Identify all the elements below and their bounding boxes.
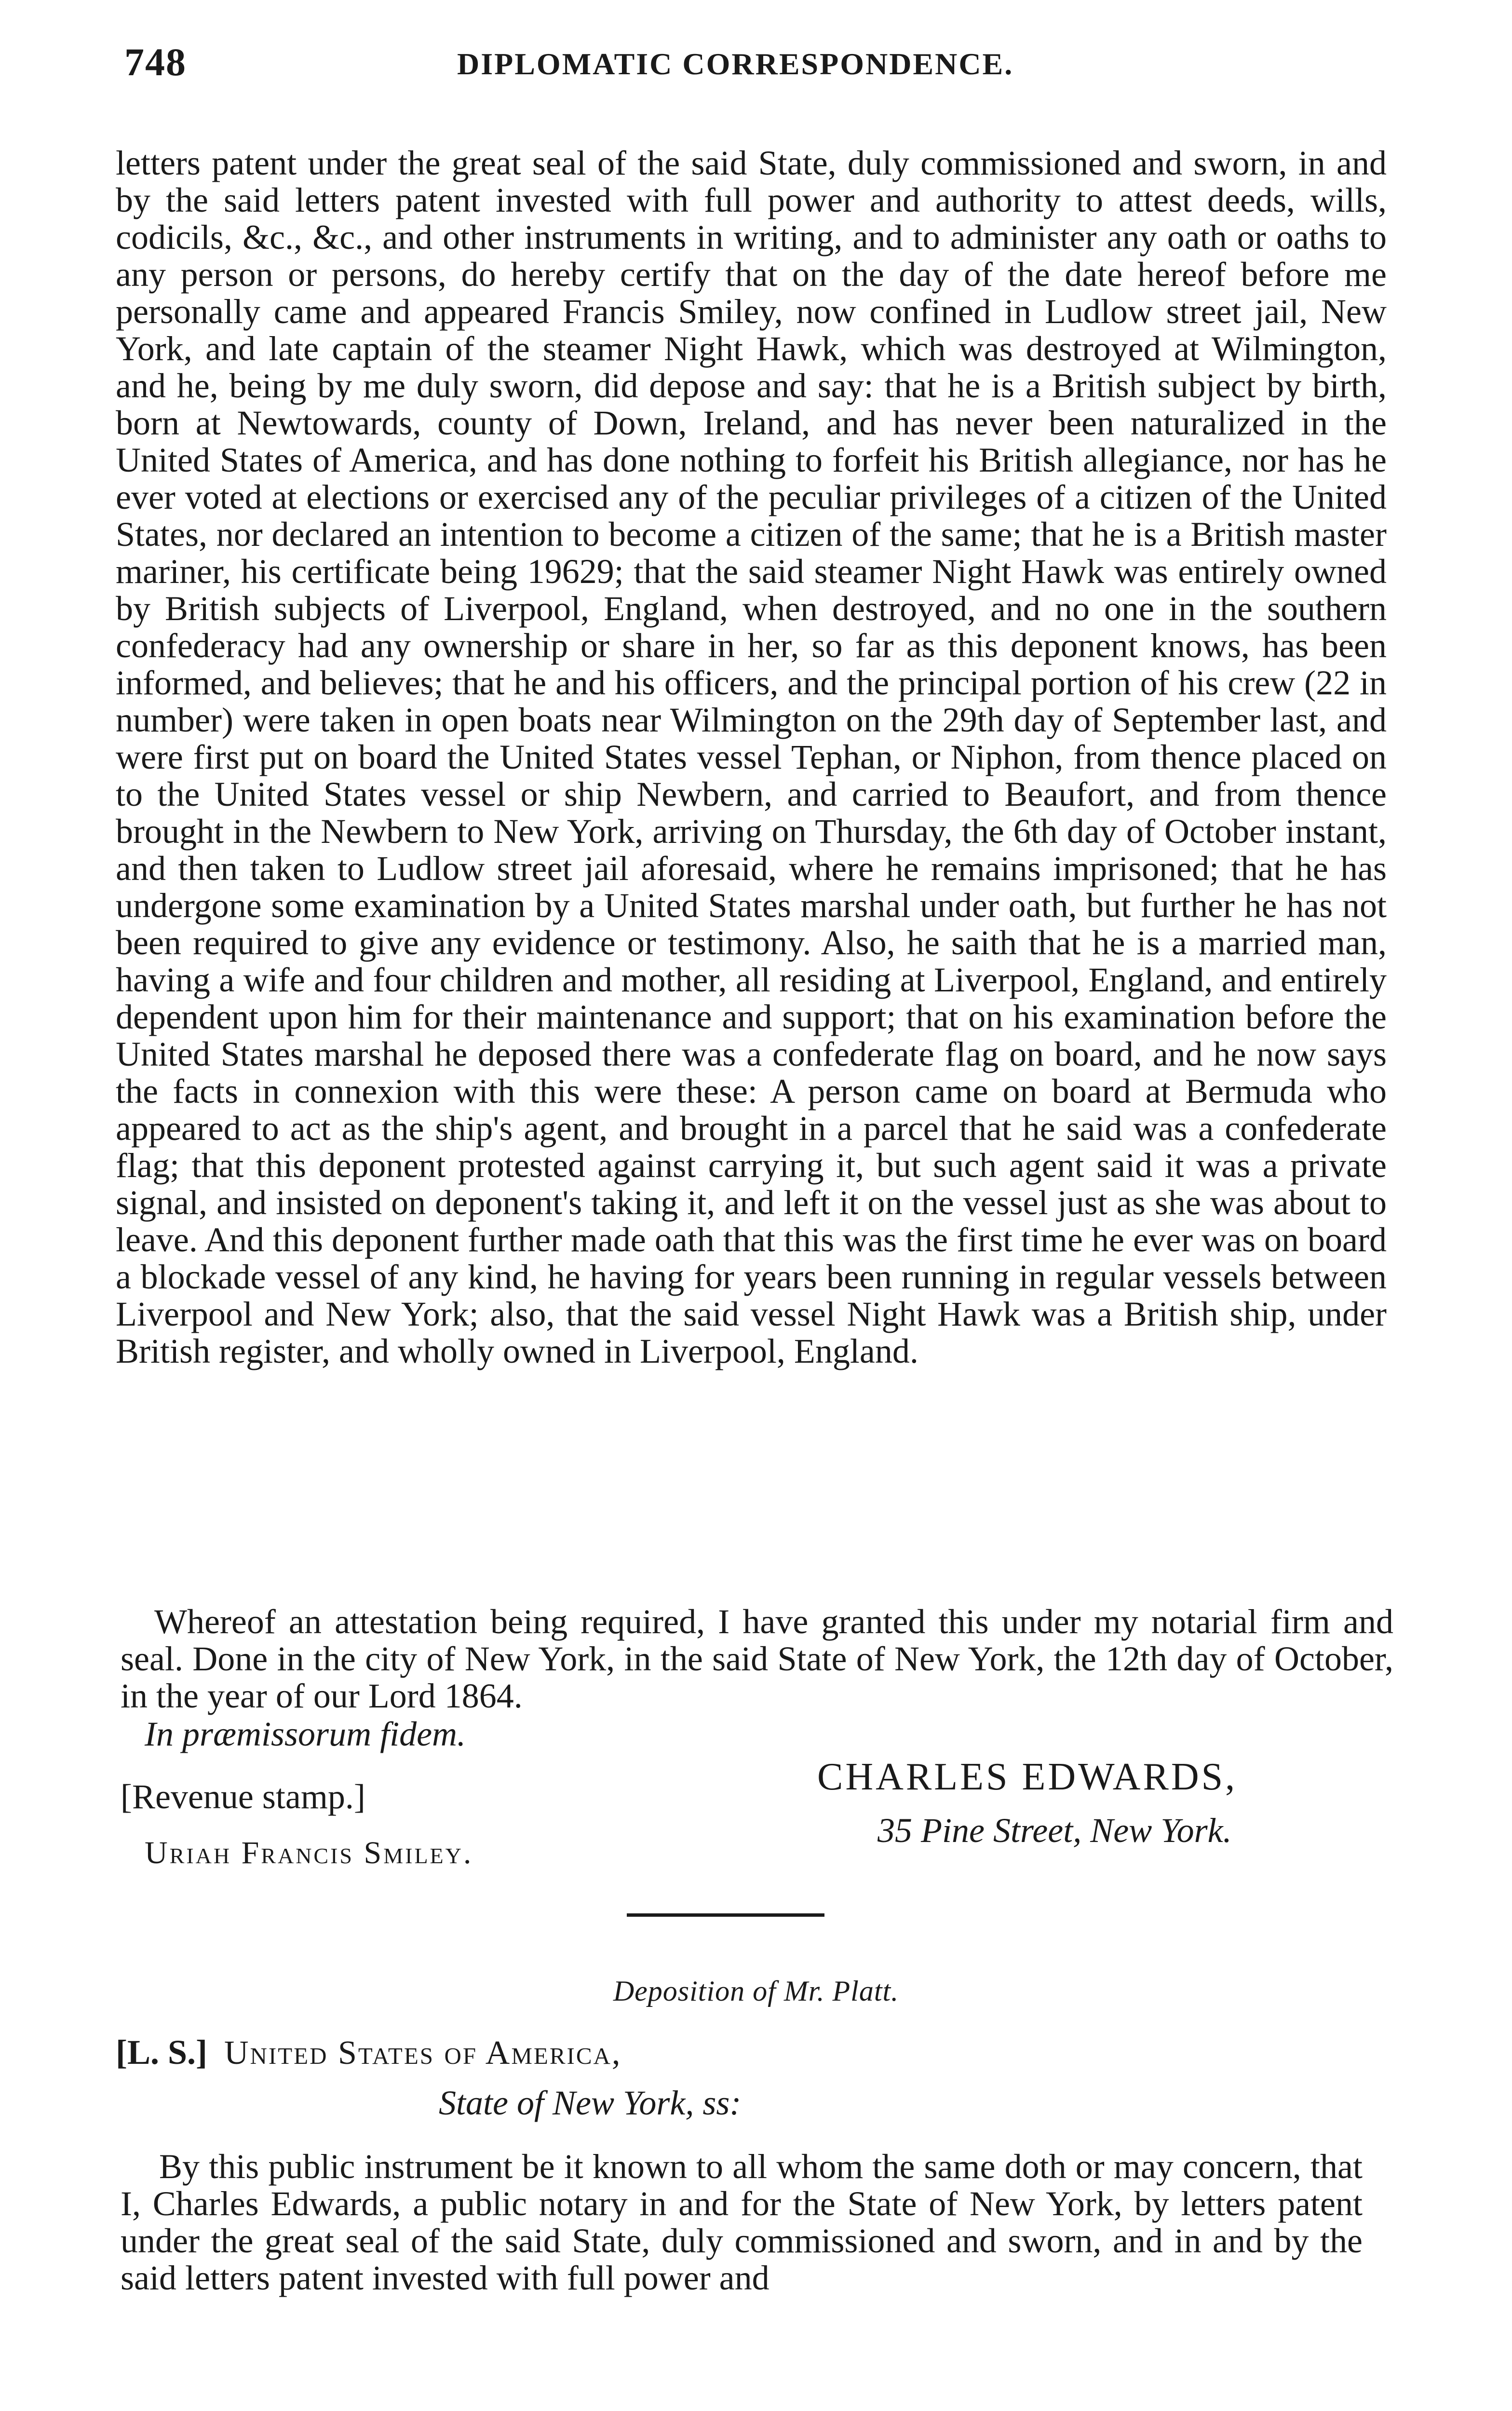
country-heading: United States of America, — [224, 2034, 622, 2072]
section-divider — [627, 1913, 824, 1917]
notary-address: 35 Pine Street, New York. — [878, 1811, 1232, 1850]
seal-label: [L. S.] — [116, 2033, 208, 2072]
state-heading: State of New York, ss: — [439, 2084, 742, 2122]
next-deposition-body — [121, 2148, 1363, 2297]
attestation-block — [121, 1603, 1393, 1715]
notary-name: CHARLES EDWARDS, — [817, 1756, 1238, 1798]
next-deposition-paragraph: By this public instrument be it known to all whom the same doth or may concern, that I, Charles Edwards, a public notary in and for the State of New York, by letters patent under the great seal of the said State, duly commissioned and sworn, and in and by the said letters patent invested with full power and — [121, 2147, 1363, 2297]
attestation-paragraph: Whereof an attestation being required, I have granted this under my notarial firm and seal. Done in the city of New York, in the said State of New York, the 12th day of October, in the year of our Lord 1864. — [121, 1602, 1393, 1715]
page-number: 748 — [124, 40, 187, 84]
deposition-body — [116, 145, 1387, 1370]
revenue-stamp-note: [Revenue stamp.] — [121, 1777, 365, 1816]
in-praemissorum-line: In præmissorum fidem. — [145, 1715, 466, 1753]
page-header — [124, 40, 1378, 93]
running-head: DIPLOMATIC CORRESPONDENCE. — [457, 47, 1014, 81]
deposition-paragraph: letters patent under the great seal of the said State, duly commissioned and sworn, in and by the said letters patent invested with full power and authority to attest deeds, wills, codicils, &c., &c., and other instruments in writing, and to administer any oath or oaths to any person or persons, do hereby certify that on the day of the date hereof before me personally came and appeared Francis Smiley, now confined in Ludlow street jail, New York, and late captain of the steamer Night Hawk, which was destroyed at Wilmington, and he, being by me duly sworn, did depose and say: that he is a British subject by birth, born at Newtowards, county of Down, Ireland, and has never been naturalized in the United States of America, and has done nothing to forfeit his British allegiance, nor has he ever voted at elections or exercised any of the peculiar privileges of a citizen of the United States, nor declared an intention to become a citizen of the same; that he is a British master mariner, his certificate being 19629; that the said steamer Night Hawk was entirely owned by British subjects of Liverpool, England, when destroyed, and no one in the southern confederacy had any ownership or share in her, so far as this deponent knows, has been informed, and believes; that he and his officers, and the principal portion of his crew (22 in number) were taken in open boats near Wilmington on the 29th day of September last, and were first put on board the United States vessel Tephan, or Niphon, from thence placed on to the United States vessel or ship Newbern, and carried to Beaufort, and from thence brought in the Newbern to New York, arriving on Thursday, the 6th day of October instant, and then taken to Ludlow street jail aforesaid, where he remains imprisoned; that he has undergone some examination by a United States marshal under oath, but further he has not been required to give any evidence or testimony. Also, he saith that he is a married man, having a wife and four children and mother, all residing at Liverpool, England, and entirely dependent upon him for their maintenance and support; that on his examination before the United States marshal he deposed there was a confederate flag on board, and he now says the facts in connexion with this were these: A person came on board at Bermuda who appeared to act as the ship's agent, and brought in a parcel that he said was a confederate flag; that this deponent protested against carrying it, but such agent said it was a private signal, and insisted on deponent's taking it, and left it on the vessel just as she was about to leave. And this deponent further made oath that this was the first time he ever was on board a blockade vessel of any kind, he having for years been running in regular vessels between Liverpool and New York; also, that the said vessel Night Hawk was a British ship, under British register, and wholly owned in Liverpool, England. — [116, 144, 1387, 1370]
section-title: Deposition of Mr. Platt. — [613, 1975, 899, 2007]
deponent-signature: Uriah Francis Smiley. — [145, 1835, 473, 1870]
